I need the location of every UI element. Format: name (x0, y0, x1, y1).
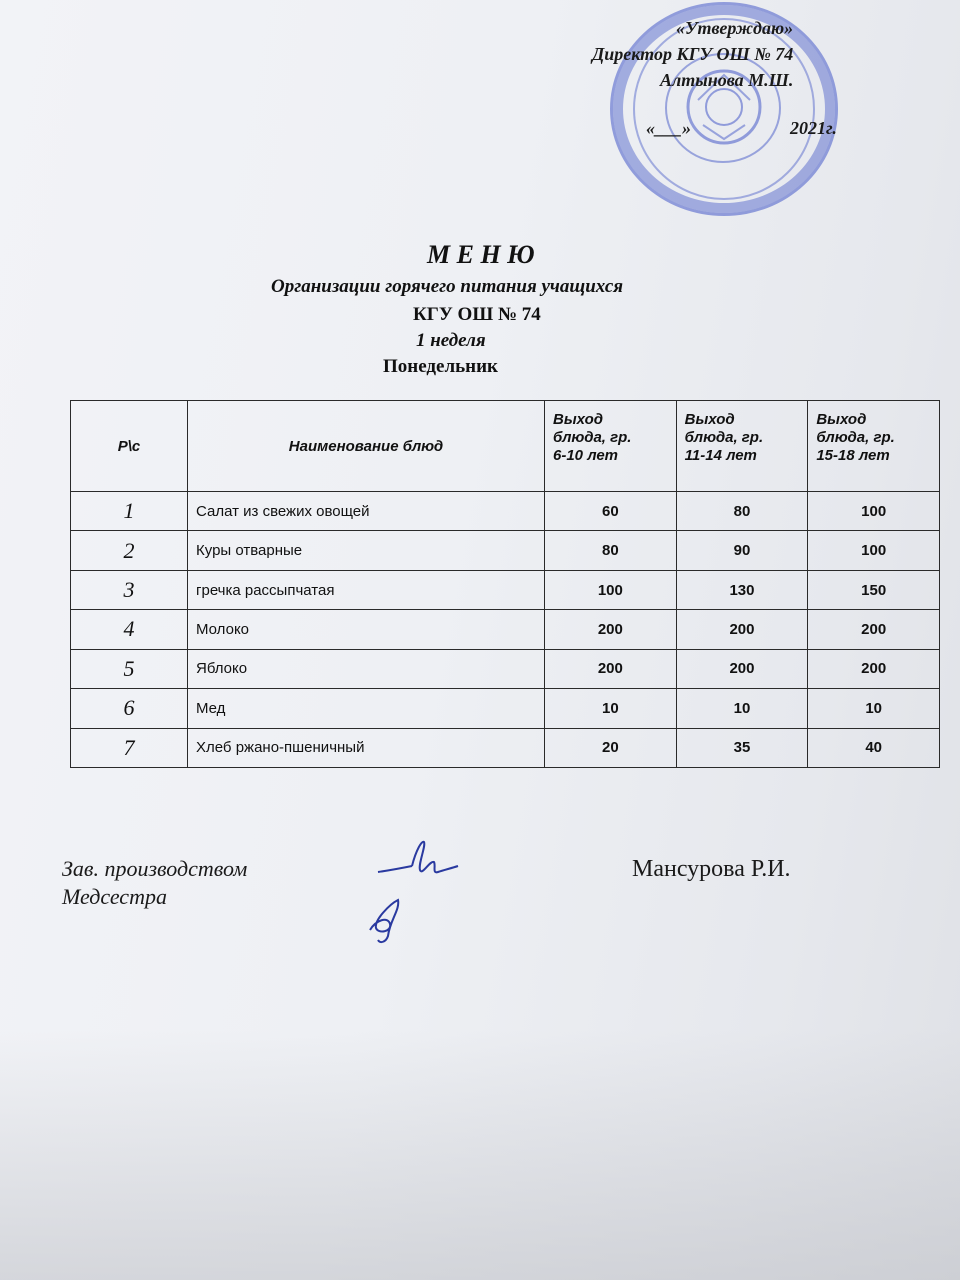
approval-line-2: Директор КГУ ОШ № 74 (592, 44, 794, 64)
row-number: 4 (71, 610, 188, 649)
dish-name: Куры отварные (188, 531, 545, 570)
yield-6-10: 10 (545, 689, 677, 728)
approval-date-year: 2021г. (790, 118, 837, 138)
header-yield-line: 6-10 лет (553, 447, 619, 464)
row-number: 1 (71, 492, 188, 531)
table-row (71, 570, 940, 609)
table-row (71, 689, 940, 728)
header-yield-line: блюда, гр. (684, 429, 764, 446)
header-yield-line: Выход (684, 411, 735, 428)
row-number: 7 (71, 728, 188, 767)
yield-15-18: 40 (808, 728, 940, 767)
header-dish-name: Наименование блюд (188, 401, 545, 492)
day-label: Понедельник (383, 356, 499, 377)
table-row (71, 610, 940, 649)
dish-name: Мед (188, 689, 545, 728)
dish-name: Хлеб ржано-пшеничный (188, 728, 545, 767)
yield-11-14: 130 (676, 570, 808, 609)
header-yield-line: 15-18 лет (816, 447, 890, 464)
yield-6-10: 80 (545, 531, 677, 570)
dish-name: Салат из свежих овощей (188, 492, 545, 531)
header-yield-line: блюда, гр. (816, 429, 895, 446)
header-yield-line: 11-14 лет (684, 447, 757, 464)
yield-6-10: 200 (545, 610, 677, 649)
dish-name: гречка рассыпчатая (188, 570, 545, 609)
yield-11-14: 200 (676, 610, 808, 649)
menu-table (70, 400, 940, 768)
row-number: 2 (71, 531, 188, 570)
yield-6-10: 100 (545, 570, 677, 609)
table-row (71, 492, 940, 531)
table-row (71, 531, 940, 570)
role-nurse: Медсестра (62, 884, 167, 909)
menu-title: М Е Н Ю (427, 240, 535, 269)
row-number: 6 (71, 689, 188, 728)
signature-2-icon (360, 890, 410, 950)
approval-date-quote: «___» (646, 118, 691, 138)
yield-11-14: 10 (676, 689, 808, 728)
yield-11-14: 80 (676, 492, 808, 531)
yield-15-18: 100 (808, 492, 940, 531)
table-row (71, 728, 940, 767)
yield-15-18: 150 (808, 570, 940, 609)
table-row (71, 649, 940, 688)
dish-name: Яблоко (188, 649, 545, 688)
yield-6-10: 200 (545, 649, 677, 688)
person-name: Мансурова Р.И. (632, 856, 791, 882)
signature-1-icon (372, 830, 462, 890)
header-yield-15-18 (808, 401, 940, 492)
header-yield-11-14 (676, 401, 808, 492)
header-number: Р\с (71, 401, 188, 492)
role-production-manager: Зав. производством (62, 856, 248, 881)
approval-line-3: Алтынова М.Ш. (660, 70, 794, 90)
yield-15-18: 200 (808, 649, 940, 688)
header-yield-line: Выход (553, 411, 604, 428)
row-number: 3 (71, 570, 188, 609)
table-header-row (71, 401, 940, 492)
school-name: КГУ ОШ № 74 (413, 304, 541, 325)
paper-shadow (0, 1030, 960, 1280)
yield-15-18: 100 (808, 531, 940, 570)
yield-11-14: 200 (676, 649, 808, 688)
header-yield-line: блюда, гр. (553, 429, 632, 446)
header-yield-6-10 (545, 401, 677, 492)
yield-15-18: 200 (808, 610, 940, 649)
menu-subtitle: Организации горячего питания учащихся (271, 276, 624, 297)
yield-15-18: 10 (808, 689, 940, 728)
approval-line-1: «Утверждаю» (676, 18, 794, 38)
week-label: 1 неделя (416, 330, 486, 351)
yield-6-10: 60 (545, 492, 677, 531)
yield-6-10: 20 (545, 728, 677, 767)
yield-11-14: 90 (676, 531, 808, 570)
yield-11-14: 35 (676, 728, 808, 767)
row-number: 5 (71, 649, 188, 688)
header-yield-line: Выход (816, 411, 867, 428)
dish-name: Молоко (188, 610, 545, 649)
